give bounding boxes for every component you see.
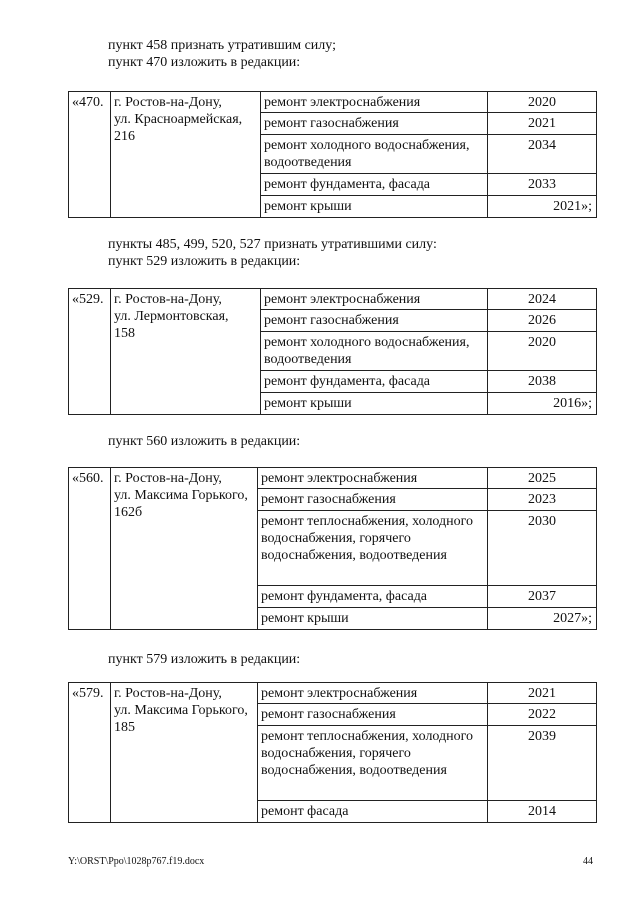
address-cell <box>111 683 258 823</box>
work-cell: ремонт газоснабжения <box>261 310 488 332</box>
work-cell: ремонт газоснабжения <box>261 113 488 135</box>
address-line: г. Ростов-на-Дону, <box>114 686 222 701</box>
work-cell: ремонт газоснабжения <box>258 489 488 511</box>
year-cell: 2026 <box>488 310 597 332</box>
work-cell: ремонт крыши <box>261 393 488 415</box>
year-cell: 2038 <box>488 371 597 393</box>
work-cell: ремонт холодного водоснабжения, водоотведения <box>261 135 488 174</box>
work-cell: ремонт газоснабжения <box>258 704 488 726</box>
work-cell: ремонт крыши <box>261 196 488 218</box>
year-cell: 2023 <box>488 489 597 511</box>
address-line: ул. Лермонтовская, <box>114 309 229 324</box>
footer-file-path: Y:\ORST\Ppo\1028p767.f19.docx <box>68 856 205 867</box>
address-line: ул. Максима Горького, <box>114 488 248 503</box>
year-cell: 2037 <box>488 586 597 608</box>
paragraph-line: пункт 470 изложить в редакции: <box>108 55 301 70</box>
work-cell: ремонт фундамента, фасада <box>261 371 488 393</box>
year-cell: 2024 <box>488 289 597 310</box>
paragraph-line: пункты 485, 499, 520, 527 признать утратившими силу: <box>108 237 437 252</box>
item-number: «529. <box>69 289 111 415</box>
year-cell: 2021»; <box>488 196 597 218</box>
address-line: г. Ростов-на-Дону, <box>114 95 222 110</box>
footer-page-number: 44 <box>583 856 593 867</box>
address-line: 185 <box>114 720 135 735</box>
work-cell: ремонт теплоснабжения, холодного водоснабжения, горячего водоснабжения, водоотведения <box>258 726 488 801</box>
work-cell: ремонт фундамента, фасада <box>258 586 488 608</box>
year-cell: 2027»; <box>488 608 597 630</box>
address-line: ул. Красноармейская, <box>114 112 243 127</box>
address-cell <box>111 92 261 218</box>
year-cell: 2014 <box>488 801 597 823</box>
year-cell: 2020 <box>488 332 597 371</box>
paragraph-line: пункт 458 признать утратившим силу; <box>108 38 336 53</box>
paragraph-line: пункт 560 изложить в редакции: <box>108 434 301 449</box>
year-cell: 2016»; <box>488 393 597 415</box>
year-cell: 2022 <box>488 704 597 726</box>
address-cell <box>111 468 258 630</box>
paragraph-line: пункт 529 изложить в редакции: <box>108 254 301 269</box>
address-line: 216 <box>114 129 135 144</box>
work-cell: ремонт холодного водоснабжения, водоотведения <box>261 332 488 371</box>
work-cell: ремонт фундамента, фасада <box>261 174 488 196</box>
year-cell: 2021 <box>488 113 597 135</box>
work-cell: ремонт электроснабжения <box>258 683 488 704</box>
table-579 <box>68 682 597 823</box>
year-cell: 2030 <box>488 511 597 586</box>
address-line: г. Ростов-на-Дону, <box>114 292 222 307</box>
item-number: «579. <box>69 683 111 823</box>
address-line: 158 <box>114 326 135 341</box>
paragraph-1 <box>108 37 336 71</box>
address-line: ул. Максима Горького, <box>114 703 248 718</box>
paragraph-3 <box>108 433 300 450</box>
year-cell: 2025 <box>488 468 597 489</box>
work-cell: ремонт крыши <box>258 608 488 630</box>
address-cell <box>111 289 261 415</box>
year-cell: 2039 <box>488 726 597 801</box>
year-cell: 2021 <box>488 683 597 704</box>
item-number: «470. <box>69 92 111 218</box>
address-line: г. Ростов-на-Дону, <box>114 471 222 486</box>
table-560 <box>68 467 597 630</box>
work-cell: ремонт фасада <box>258 801 488 823</box>
year-cell: 2020 <box>488 92 597 113</box>
year-cell: 2033 <box>488 174 597 196</box>
paragraph-4 <box>108 651 300 668</box>
year-cell: 2034 <box>488 135 597 174</box>
table-529 <box>68 288 597 415</box>
work-cell: ремонт теплоснабжения, холодного водоснабжения, горячего водоснабжения, водоотведения <box>258 511 488 586</box>
work-cell: ремонт электроснабжения <box>258 468 488 489</box>
table-470 <box>68 91 597 218</box>
item-number: «560. <box>69 468 111 630</box>
paragraph-line: пункт 579 изложить в редакции: <box>108 652 301 667</box>
address-line: 162б <box>114 505 143 520</box>
paragraph-2 <box>108 236 437 270</box>
work-cell: ремонт электроснабжения <box>261 92 488 113</box>
work-cell: ремонт электроснабжения <box>261 289 488 310</box>
